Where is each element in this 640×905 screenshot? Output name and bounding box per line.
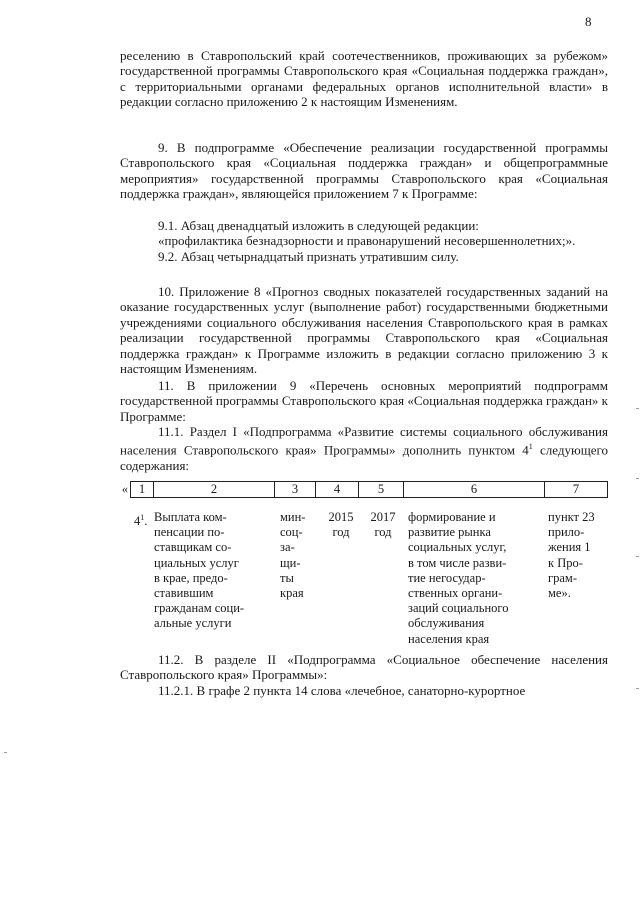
row-link	[548, 510, 610, 601]
paragraph-9-1-text: 9.1. Абзац двенадцатый изложить в следующей редакции:	[158, 218, 479, 233]
activity-line: циальных услуг	[154, 555, 239, 570]
scan-edge-mark	[636, 408, 639, 409]
link-line: прило-	[548, 525, 585, 540]
executor-line: ты	[280, 570, 294, 585]
result-line: обслуживания	[408, 616, 485, 631]
column-number-6: 6	[404, 482, 545, 498]
activity-line: альные услуги	[154, 616, 232, 631]
table-column-numbers	[118, 481, 608, 498]
paragraph-11-2-1-text: 11.2.1. В графе 2 пункта 14 слова «лечебное, санаторно-курортное	[158, 682, 526, 698]
paragraph-9	[120, 140, 608, 202]
row-number-main: 4	[134, 514, 141, 529]
column-number-7: 7	[545, 482, 608, 498]
paragraph-9-text: 9. В подпрограмме «Обеспечение реализации государственной программы Ставропольского края «Социальная поддержка граждан» и общепрограммные мероприятия» государственной программы Ставропольского края «Социальная поддержка граждан», являющейся приложением 7 к Программе:	[120, 140, 608, 202]
scan-edge-mark	[4, 752, 7, 753]
row-start-year: 2015 год	[328, 510, 354, 540]
paragraph-11-1-superscript: 1	[528, 442, 533, 452]
activity-line: ставщикам со-	[154, 540, 232, 555]
activity-line: Выплата ком-	[154, 510, 227, 524]
paragraph-11	[120, 378, 608, 424]
link-line: жения 1	[548, 540, 591, 555]
activity-line: ставившим	[154, 586, 214, 601]
activity-line: в крае, предо-	[154, 570, 228, 585]
paragraph-intro	[120, 48, 608, 110]
table-open-quote: «	[121, 482, 128, 496]
paragraph-11-1-text	[120, 424, 608, 474]
table-header-row	[118, 482, 608, 498]
scan-edge-mark	[636, 688, 639, 689]
page-number: 8	[585, 14, 592, 29]
scan-edge-mark	[636, 478, 639, 479]
scan-edge-mark	[636, 556, 639, 557]
row-executor	[280, 510, 318, 601]
column-number-3: 3	[275, 482, 316, 498]
link-line: к Про-	[548, 555, 583, 570]
paragraph-11-1-tail: следующего содержания:	[120, 442, 608, 474]
paragraph-intro-text: реселению в Ставропольский край соотечественников, проживающих за рубежом» государственной программы Ставропольского края «Социальная поддержка граждан», с территориальными органами федеральных органов исполнительной власти» в редакции согласно приложению 2 к настоящим Изменениям.	[120, 48, 608, 110]
executor-line: мин-	[280, 510, 306, 524]
link-line: грам-	[548, 570, 577, 585]
activity-line: пенсации по-	[154, 525, 225, 540]
column-number-2: 2	[154, 482, 275, 498]
paragraph-9-2-text: 9.2. Абзац четырнадцатый признать утратившим силу.	[158, 248, 459, 264]
column-number-5: 5	[359, 482, 404, 498]
paragraph-9-1	[120, 218, 608, 264]
paragraph-11-text: 11. В приложении 9 «Перечень основных мероприятий подпрограмм государственной программы Ставропольского края «Социальная поддержка граждан» к Программе:	[120, 378, 608, 424]
result-line: формирование и	[408, 510, 496, 524]
result-line: заций социального	[408, 601, 509, 616]
paragraph-11-2	[120, 652, 608, 698]
result-line: ственных органи-	[408, 586, 503, 601]
paragraph-9-1-quote: «профилактика безнадзорности и правонарушений несовершеннолетних;».	[158, 233, 576, 249]
executor-line: соц-	[280, 525, 303, 540]
executor-line: щи-	[280, 555, 301, 570]
column-number-4: 4	[316, 482, 359, 498]
paragraph-11-2-text: 11.2. В разделе II «Подпрограмма «Социальное обеспечение населения Ставропольского края» Программы»:	[120, 652, 608, 683]
paragraph-11-1	[120, 424, 608, 474]
result-line: социальных услуг,	[408, 540, 507, 555]
result-line: тие негосудар-	[408, 570, 486, 585]
result-line: населения края	[408, 631, 490, 646]
row-activity-name	[154, 510, 272, 632]
paragraph-11-1-main: 11.1. Раздел I «Подпрограмма «Развитие системы социального обслуживания населения Ставропольского края» Программы» дополнить пунктом 4	[120, 424, 608, 458]
row-number-superscript: 1	[140, 513, 145, 522]
executor-line: за-	[280, 540, 295, 555]
result-line: развитие рынка	[408, 525, 491, 540]
paragraph-10	[120, 284, 608, 376]
executor-line: края	[280, 586, 304, 601]
link-line: пункт 23	[548, 510, 595, 524]
row-number-tail: .	[144, 514, 148, 529]
paragraph-10-text: 10. Приложение 8 «Прогноз сводных показателей государственных заданий на оказание государственных услуг (выполнение работ) государственными бюджетными учреждениями социального обслуживания населения Ставропольского края в рамках реализации государственной программы Ставропольского края «Социальная поддержка граждан» к Программе изложить в редакции согласно приложению 3 к настоящим Изменениям.	[120, 284, 608, 377]
column-number-1: 1	[131, 482, 154, 498]
row-end-year: 2017 год	[370, 510, 396, 540]
activity-line: гражданам соци-	[154, 601, 245, 616]
result-line: в том числе разви-	[408, 555, 507, 570]
link-line: ме».	[548, 586, 571, 601]
row-result	[408, 510, 542, 647]
